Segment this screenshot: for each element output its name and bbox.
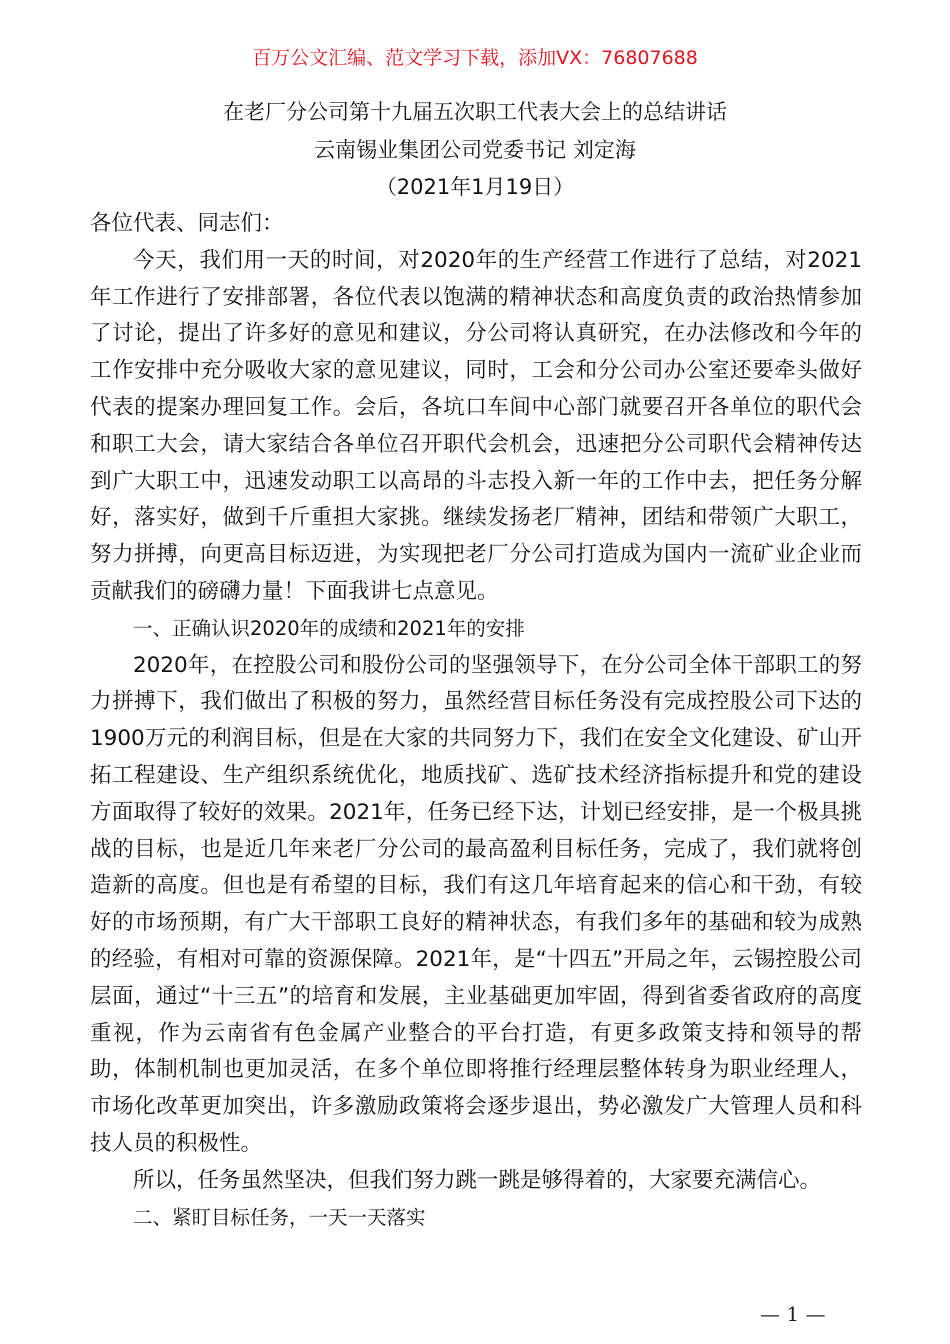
salutation: 各位代表、同志们： <box>90 211 284 236</box>
watermark-banner: 百万公文汇编、范文学习下载，添加VX：76807688 <box>252 47 698 69</box>
section-heading-1: 一、正确认识2020年的成绩和2021年的安排 <box>133 616 525 640</box>
document-date: （2021年1月19日） <box>375 175 575 199</box>
paragraph-confidence: 所以，任务虽然坚决，但我们努力跳一跳是够得着的，大家要充满信心。 <box>133 1167 822 1193</box>
section-heading-2: 二、紧盯目标任务，一天一天落实 <box>133 1205 426 1229</box>
document-title: 在老厂分公司第十九届五次职工代表大会上的总结讲话 <box>223 100 727 124</box>
paragraph-achievements: 2020年，在控股公司和股份公司的坚强领导下，在分公司全体干部职工的努力拼搏下，我们做出了积极的努力，虽然经营目标任务没有完成控股公司下达的1900万元的利润目标，但是在大家的共同努力下，我们在安全文化建设、矿山开拓工程建设、生产组织系统优化，地质找矿、选矿技术经济指标提升和党的建设方面取得了较好的效果。2021年，任务已经下达，计划已经安排，是一个极具挑战的目标，也是近几年来老厂分公司的最高盈利目标任务，完成了，我们就将创造新的高度。但也是有希望的目标，我们有这几年培育起来的信心和干劲，有较好的市场预期，有广大干部职工良好的精神状态，有我们多年的基础和较为成熟的经验，有相对可靠的资源保障。2021年，是“十四五”开局之年，云锡控股公司层面，通过“十三五”的培育和发展，主业基础更加牢固，得到省委省政府的高度重视，作为云南省有色金属产业整合的平台打造，有更多政策支持和领导的帮助，体制机制也更加灵活，在多个单位即将推行经理层整体转身为职业经理人，市场化改革更加突出，许多激励政策将会逐步退出，势必激发广大管理人员和科技人员的积极性。 <box>90 652 862 1156</box>
document-body <box>90 206 862 1236</box>
document-author: 云南锡业集团公司党委书记 刘定海 <box>314 138 636 162</box>
paragraph-opening: 今天，我们用一天的时间，对2020年的生产经营工作进行了总结，对2021年工作进行了安排部署，各位代表以饱满的精神状态和高度负责的政治热情参加了讨论，提出了许多好的意见和建议，分公司将认真研究，在办法修改和今年的工作安排中充分吸收大家的意见建议，同时，工会和分公司办公室还要牵头做好代表的提案办理回复工作。会后，各坑口车间中心部门就要召开各单位的职代会和职工大会，请大家结合各单位召开职代会机会，迅速把分公司职代会精神传达到广大职工中，迅速发动职工以高昂的斗志投入新一年的工作中去，把任务分解好，落实好，做到千斤重担大家挑。继续发扬老厂精神，团结和带领广大职工，努力拼搏，向更高目标迈进，为实现把老厂分公司打造成为国内一流矿业企业而贡献我们的磅礴力量！下面我讲七点意见。 <box>90 247 862 604</box>
page-number: — 1 — <box>760 1302 826 1326</box>
